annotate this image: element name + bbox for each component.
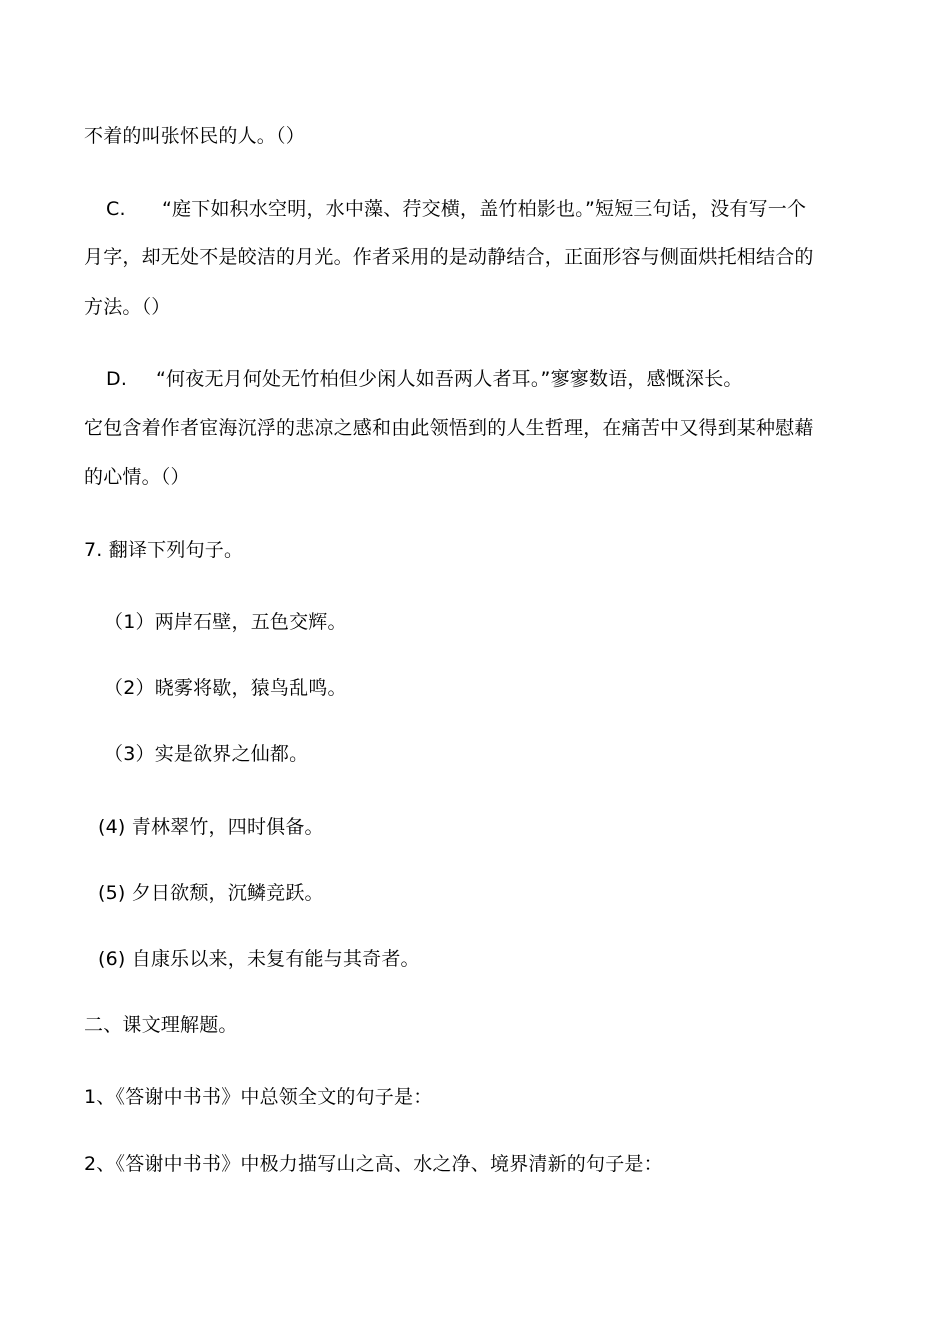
continuation-line: 不着的叫张怀民的人。（）: [84, 125, 305, 147]
option-d-line3: 的心情。（）: [84, 466, 190, 488]
question-7-title: 7. 翻译下列句子。: [84, 539, 244, 561]
q7-item-1: （1）两岸石壁，五色交辉。: [104, 611, 347, 633]
section-2-question-1: 1、《答谢中书书》中总领全文的句子是：: [84, 1086, 433, 1108]
option-d-line2: 它包含着作者宦海沉浮的悲凉之感和由此领悟到的人生哲理，在痛苦中又得到某种慰藉: [84, 417, 814, 439]
q7-item-3: （3）实是欲界之仙都。: [104, 743, 309, 765]
option-c-line2: 月字，却无处不是皎洁的月光。作者采用的是动静结合，正面形容与侧面烘托相结合的: [84, 246, 814, 268]
q7-item-2: （2）晓雾将歇，猿鸟乱鸣。: [104, 677, 347, 699]
option-d-label: D.: [106, 368, 128, 390]
section-2-question-2: 2、《答谢中书书》中极力描写山之高、水之净、境界清新的句子是：: [84, 1153, 663, 1175]
q7-item-6: (6) 自康乐以来，未复有能与其奇者。: [98, 948, 420, 970]
option-c-line1: “庭下如积水空明，水中藻、荇交横，盖竹柏影也。”短短三句话，没有写一个: [162, 198, 807, 220]
q7-item-4: (4) 青林翠竹，四时俱备。: [98, 816, 324, 838]
option-c-line3: 方法。（）: [84, 296, 171, 318]
option-c-label: C.: [106, 198, 126, 220]
section-2-title: 二、课文理解题。: [84, 1014, 238, 1036]
option-d-line1: “何夜无月何处无竹柏但少闲人如吾两人者耳。”寥寥数语，感慨深长。: [156, 368, 743, 390]
q7-item-5: (5) 夕日欲颓，沉鳞竞跃。: [98, 882, 324, 904]
